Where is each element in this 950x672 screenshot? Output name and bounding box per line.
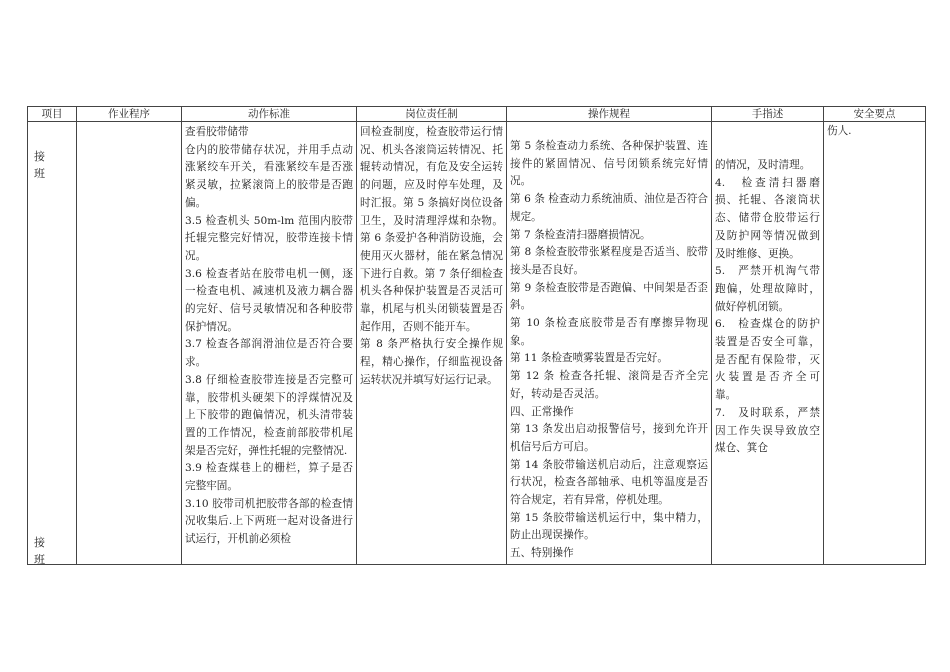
header-operating-rules: 操作规程 — [507, 107, 712, 122]
rule-section-heading: 五、特别操作 — [510, 547, 574, 560]
header-project: 项目 — [28, 107, 77, 122]
safety-cell — [824, 122, 926, 565]
header-procedure: 作业程序 — [77, 107, 182, 122]
procedure-cell — [77, 122, 182, 565]
rule-line: 第 9 条检查胶带是否跑偏、中间架是否歪斜。 — [510, 281, 708, 312]
action-standard-line: 3.10 胶带司机把胶带各部的检查情况收集后.上下两班一起对设备进行试运行，开机前必须检 — [185, 497, 353, 546]
header-row — [28, 107, 926, 122]
header-safety: 安全要点 — [824, 107, 926, 122]
rule-line: 第 13 条发出启动报警信号，接到允许开机信号后方可启。 — [510, 423, 708, 453]
action-standard-line: 3.5 检查机头 50m-lm 范围内胶带托辊完整完好情况，胶带连接卡情况。 — [185, 214, 353, 262]
procedure-table — [27, 106, 926, 565]
rule-line: 第 6 条 检查动力系统油质、油位是否符合规定。 — [510, 193, 708, 223]
rule-line: 第 11 条检查喷雾装置是否完好。 — [510, 352, 668, 365]
rule-line: 第 10 条检查底胶带是否有摩擦异物现象。 — [510, 317, 708, 347]
hand-signal-item: 5. 严禁开机淘气带跑偏，处理故障时，做好停机闭锁。 — [715, 265, 820, 313]
rule-line: 第 8 条检查胶带张紧程度是否适当、胶带接头是否良好。 — [510, 246, 708, 276]
hand-signal-item: 7. 及时联系，严禁因工作失误导致放空煤仓、箕仓 — [715, 406, 820, 455]
project-label-top: 接 班 — [34, 150, 45, 180]
responsibility-cell — [357, 122, 507, 565]
action-standard-line: 3.8 仔细检查胶带连接是否完整可靠，胶带机头硬架下的浮煤情况及上下胶带的跑偏情况，机头清带装置的工作情况，检查前部胶带机尾架是否完好，弹性托辊的完整情况. — [185, 373, 353, 457]
hand-signal-item: 4. 检查清扫器磨损、托辊、各滚筒状态、储带仓胶带运行及防护网等情况做到及时维修、更换。 — [715, 176, 820, 260]
action-standard-line: 查看胶带储带 — [185, 126, 249, 138]
table-row — [28, 122, 926, 565]
safety-text: 伤人. — [827, 125, 852, 137]
hand-signal-item: 的情况，及时清理。 — [715, 159, 811, 171]
rule-line: 第 7 条检查清扫器磨损情况。 — [510, 228, 651, 241]
responsibility-paragraph: 回检查制度，检查胶带运行情况、机头各滚筒运转情况、托辊转动情况，有危及安全运转的问题，应及时停车处理，及时汇报。第 5 条搞好岗位设备卫生，及时清理浮煤和杂物。第 6 条爱护各种消防设施，会使用灭火器材，能在紧急情况下进行自救。第 7 条仔细检查机头各种保护装置是否灵活可靠，机尾与机头闭锁装置是否起作用，否则不能开车。 — [360, 126, 503, 333]
rule-line: 第 5 条检查动力系统、各种保护装置、连接件的紧固情况、信号闭锁系统完好情况。 — [510, 140, 708, 188]
header-hand-signals: 手指述 — [712, 107, 824, 122]
action-standard-line: 3.6 检查者站在胶带电机一侧，逐一检查电机、减速机及液力耦合器的完好、信号灵敏情况和各种胶带保护情况。 — [185, 267, 353, 333]
header-action-standard: 动作标准 — [182, 107, 357, 122]
action-standard-line: 3.7 检查各部润滑油位是否符合要求。 — [185, 338, 353, 369]
rule-line: 第 12 条 检查各托辊、滚筒是否齐全完好，转动是否灵活。 — [510, 370, 708, 400]
hand-signals-cell — [712, 122, 824, 565]
operating-rules-cell — [507, 122, 712, 565]
action-standard-line: 仓内的胶带储存状况，并用手点动涨紧绞车开关，看涨紧绞车是否涨紧灵敏，拉紧滚筒上的胶带是否跑偏。 — [185, 143, 353, 209]
project-cell — [28, 122, 77, 565]
action-standard-cell — [182, 122, 357, 565]
rule-line: 第 14 条胶带输送机启动后，注意观察运行状况，检查各部轴承、电机等温度是否符合规定，若有异常，停机处理。 — [510, 458, 708, 507]
action-standard-line: 3.9 检查煤巷上的栅栏，算子是否完整牢固。 — [185, 462, 353, 493]
header-responsibility: 岗位责任制 — [357, 107, 507, 122]
project-label-bottom: 接 班 — [34, 536, 45, 565]
responsibility-paragraph: 第 8 条严格执行安全操作规程，精心操作，仔细监视设备运转状况并填写好运行记录。 — [360, 338, 503, 386]
hand-signal-item: 6. 检查煤仓的防护装置是否安全可靠，是否配有保险带，灭火装置是否齐全可靠。 — [715, 318, 820, 402]
rule-section-heading: 四、正常操作 — [510, 405, 574, 418]
rule-line: 第 15 条胶带输送机运行中，集中精力，防止出现误操作。 — [510, 511, 708, 542]
